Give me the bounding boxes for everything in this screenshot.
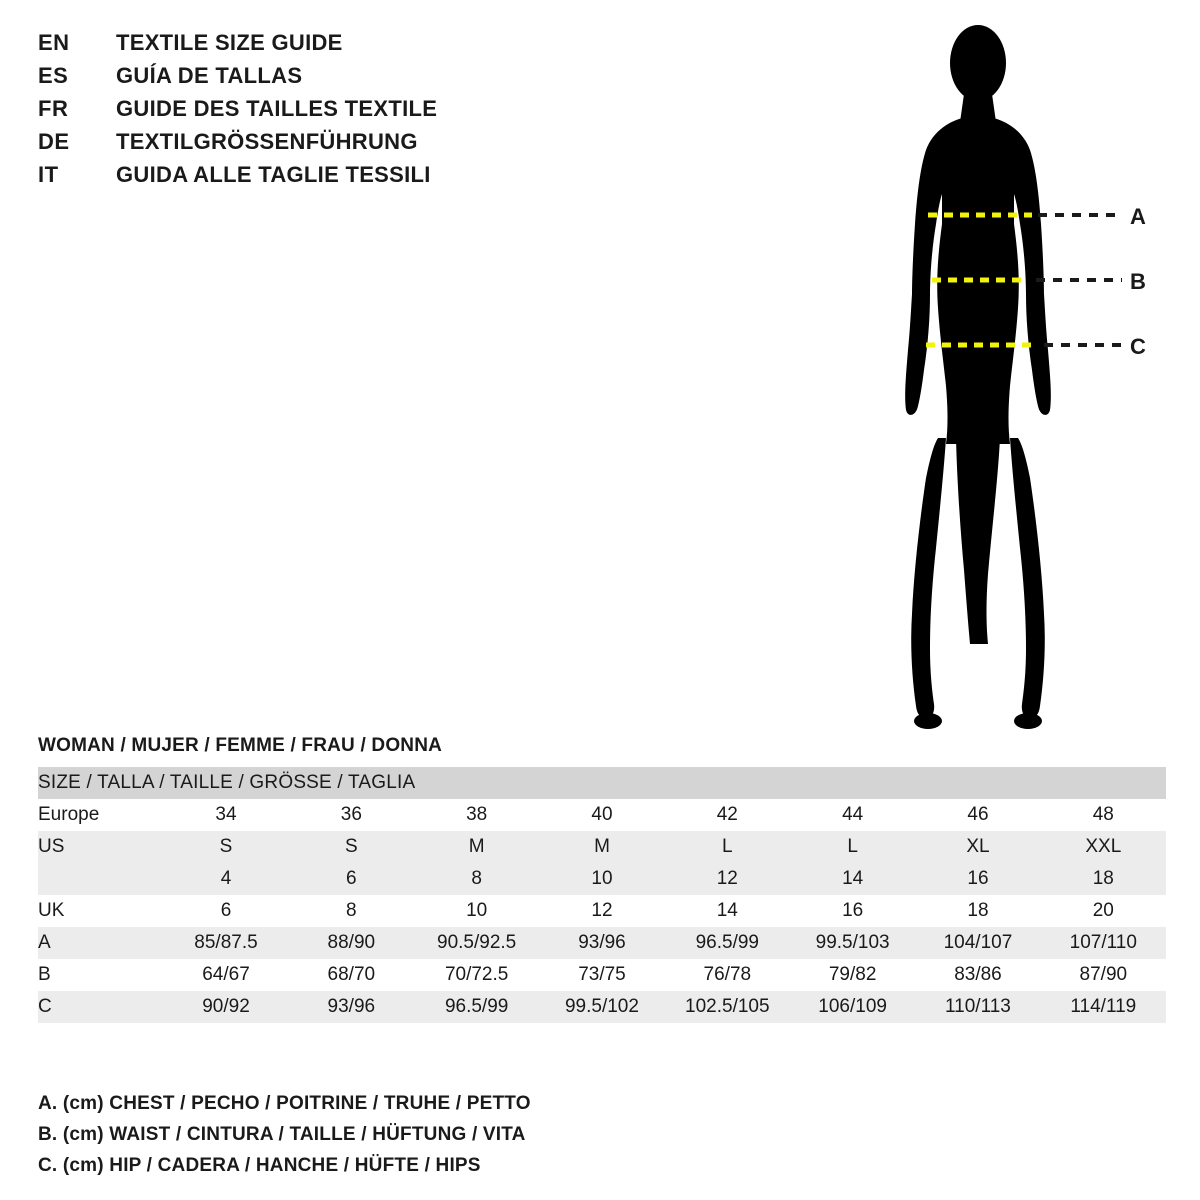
table-cell: 102.5/105 — [665, 991, 790, 1023]
woman-silhouette-icon — [860, 18, 1180, 738]
row-label: A — [38, 927, 163, 959]
table-cell: 90.5/92.5 — [414, 927, 539, 959]
table-cell: 99.5/102 — [539, 991, 664, 1023]
table-cell: 40 — [539, 799, 664, 831]
row-label: C — [38, 991, 163, 1023]
table-cell: 42 — [665, 799, 790, 831]
table-cell: 68/70 — [289, 959, 414, 991]
table-cell: 106/109 — [790, 991, 915, 1023]
size-table — [38, 767, 1166, 1023]
table-cell: 16 — [790, 895, 915, 927]
table-cell: 16 — [915, 863, 1040, 895]
table-cell: 36 — [289, 799, 414, 831]
table-row — [38, 959, 1166, 991]
table-cell: 34 — [163, 799, 288, 831]
table-cell: 10 — [414, 895, 539, 927]
table-cell: 110/113 — [915, 991, 1040, 1023]
table-cell: 64/67 — [163, 959, 288, 991]
table-cell: 44 — [790, 799, 915, 831]
footnote-b: B. (cm) WAIST / CINTURA / TAILLE / HÜFTUNG / VITA — [38, 1124, 526, 1145]
table-cell: 46 — [915, 799, 1040, 831]
table-header-label: SIZE / TALLA / TAILLE / GRÖSSE / TAGLIA — [38, 772, 416, 793]
table-cell: 4 — [163, 863, 288, 895]
table-row — [38, 991, 1166, 1023]
table-cell: 14 — [665, 895, 790, 927]
language-title: GUIDA ALLE TAGLIE TESSILI — [116, 162, 431, 187]
language-code: IT — [38, 162, 59, 187]
table-cell: S — [289, 831, 414, 863]
language-title-block — [38, 30, 678, 195]
language-code: ES — [38, 63, 69, 88]
language-row — [38, 63, 678, 96]
table-cell: 96.5/99 — [665, 927, 790, 959]
table-cell: 87/90 — [1041, 959, 1166, 991]
language-title: GUÍA DE TALLAS — [116, 63, 303, 88]
table-cell: 6 — [289, 863, 414, 895]
table-caption: WOMAN / MUJER / FEMME / FRAU / DONNA — [38, 735, 443, 756]
footnote-block — [38, 1088, 938, 1181]
table-cell: S — [163, 831, 288, 863]
table-cell: 18 — [915, 895, 1040, 927]
language-code: FR — [38, 96, 69, 121]
table-cell: XL — [915, 831, 1040, 863]
row-label — [38, 863, 163, 895]
table-row — [38, 895, 1166, 927]
row-label: US — [38, 831, 163, 863]
table-cell: 83/86 — [915, 959, 1040, 991]
language-row — [38, 129, 678, 162]
table-cell: 14 — [790, 863, 915, 895]
table-row — [38, 799, 1166, 831]
table-row — [38, 831, 1166, 863]
language-row — [38, 30, 678, 63]
table-cell: 48 — [1041, 799, 1166, 831]
language-title: TEXTILE SIZE GUIDE — [116, 30, 343, 55]
language-code: DE — [38, 129, 70, 154]
table-cell: 8 — [414, 863, 539, 895]
row-label: UK — [38, 895, 163, 927]
table-cell: 90/92 — [163, 991, 288, 1023]
table-cell: 12 — [665, 863, 790, 895]
table-cell: 114/119 — [1041, 991, 1166, 1023]
table-cell: 93/96 — [539, 927, 664, 959]
table-cell: 10 — [539, 863, 664, 895]
table-cell: 18 — [1041, 863, 1166, 895]
table-header-row — [38, 767, 1166, 799]
measure-label-c: C — [1130, 334, 1146, 359]
language-row — [38, 162, 678, 195]
table-cell: 20 — [1041, 895, 1166, 927]
table-cell: 76/78 — [665, 959, 790, 991]
row-label: B — [38, 959, 163, 991]
table-cell: 85/87.5 — [163, 927, 288, 959]
table-row — [38, 863, 1166, 895]
table-cell: 93/96 — [289, 991, 414, 1023]
language-row — [38, 96, 678, 129]
footnote-c: C. (cm) HIP / CADERA / HANCHE / HÜFTE / HIPS — [38, 1155, 481, 1176]
footnote-a: A. (cm) CHEST / PECHO / POITRINE / TRUHE / PETTO — [38, 1093, 531, 1114]
row-label: Europe — [38, 799, 163, 831]
table-cell: 6 — [163, 895, 288, 927]
table-cell: M — [414, 831, 539, 863]
table-cell: 8 — [289, 895, 414, 927]
language-code: EN — [38, 30, 70, 55]
table-cell: 104/107 — [915, 927, 1040, 959]
table-cell: 73/75 — [539, 959, 664, 991]
table-cell: 70/72.5 — [414, 959, 539, 991]
table-cell: XXL — [1041, 831, 1166, 863]
table-cell: 12 — [539, 895, 664, 927]
table-cell: 38 — [414, 799, 539, 831]
table-cell: 96.5/99 — [414, 991, 539, 1023]
measure-label-b: B — [1130, 269, 1146, 294]
measure-label-a: A — [1130, 204, 1146, 229]
table-cell: 99.5/103 — [790, 927, 915, 959]
table-cell: 88/90 — [289, 927, 414, 959]
table-cell: L — [665, 831, 790, 863]
table-cell: 79/82 — [790, 959, 915, 991]
table-row — [38, 927, 1166, 959]
table-cell: M — [539, 831, 664, 863]
table-cell: L — [790, 831, 915, 863]
size-guide-figure — [860, 18, 1180, 738]
language-title: TEXTILGRÖSSENFÜHRUNG — [116, 129, 418, 154]
table-cell: 107/110 — [1041, 927, 1166, 959]
language-title: GUIDE DES TAILLES TEXTILE — [116, 96, 438, 121]
size-table-section — [38, 735, 1166, 1023]
